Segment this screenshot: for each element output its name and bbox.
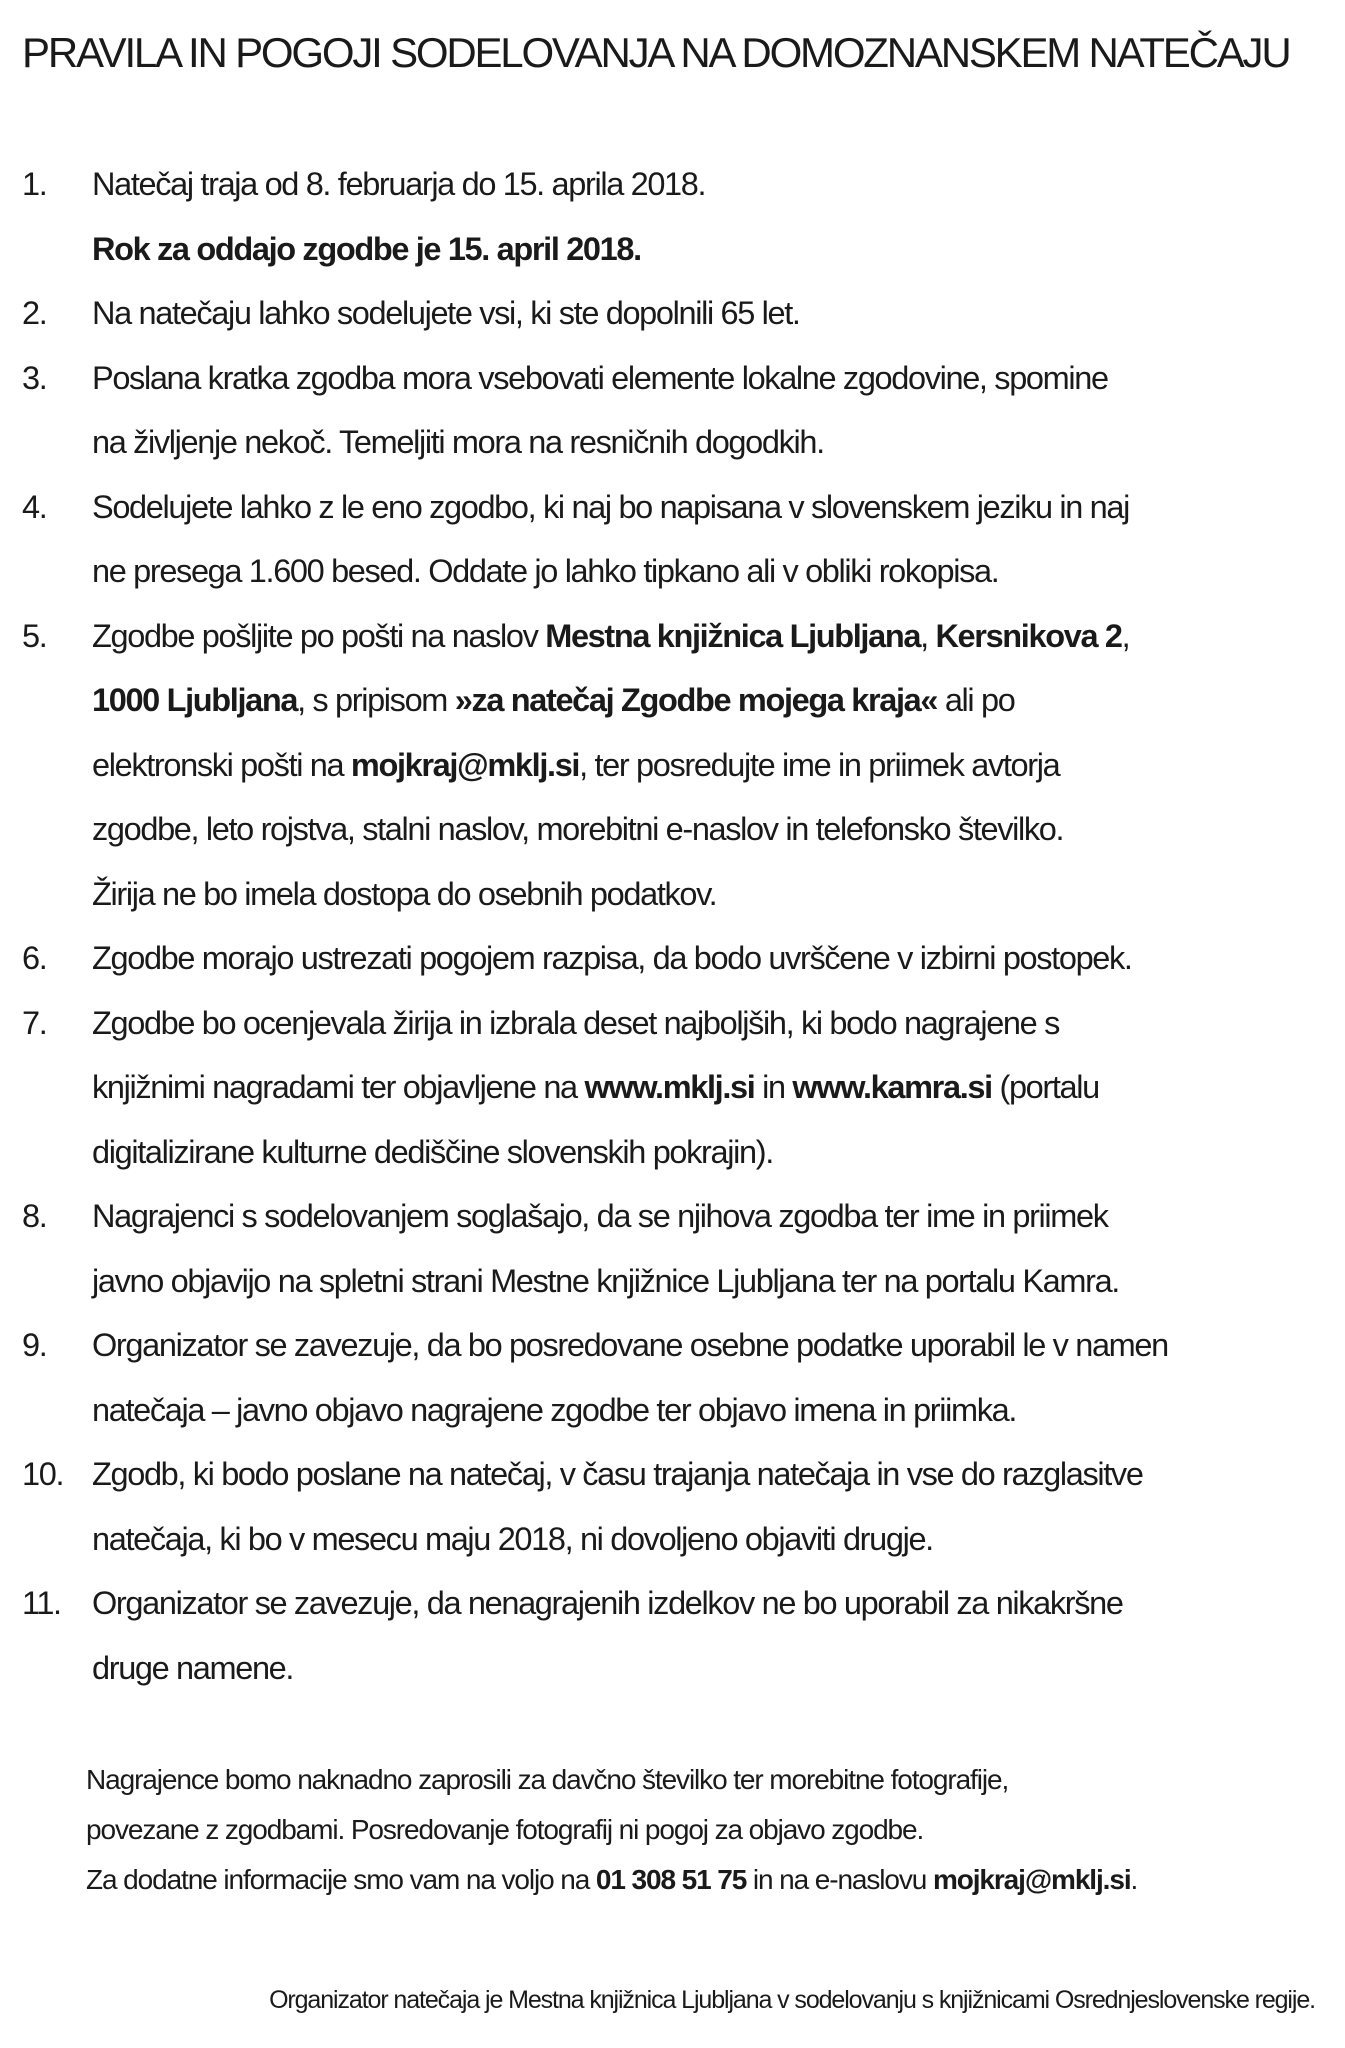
rule-number: 5.: [22, 617, 47, 654]
rule-item: [22, 152, 1332, 281]
rule-text: Na natečaju lahko sodelujete vsi, ki ste dopolnili 65 let.: [92, 295, 800, 331]
rule-text: Zgodbe morajo ustrezati pogojem razpisa, da bodo uvrščene v izbirni postopek.: [92, 940, 1132, 976]
rule-text: , s pripisom: [297, 682, 455, 718]
rules-list: [22, 152, 1332, 1700]
rule-text: ,: [1121, 617, 1130, 654]
rule-text: digitalizirane kulturne dediščine slovenskih pokrajin).: [92, 1133, 773, 1170]
rule-text: natečaja – javno objavo nagrajene zgodbe ter objavo imena in priimka.: [92, 1391, 1017, 1428]
rule-text: ,: [920, 617, 936, 654]
rule-item: [22, 1184, 1332, 1313]
note-text: povezane z zgodbami. Posredovanje fotografij ni pogoj za objavo zgodbe.: [86, 1814, 924, 1845]
rule-text: (portalu: [991, 1069, 1099, 1105]
rule-text: natečaja, ki bo v mesecu maju 2018, ni dovoljeno objaviti drugje.: [92, 1520, 933, 1557]
rule-text: Organizator se zavezuje, da nenagrajenih izdelkov ne bo uporabil za nikakršne: [92, 1585, 1123, 1621]
rule-text: Nagrajenci s sodelovanjem soglašajo, da se njihova zgodba ter ime in priimek: [92, 1198, 1108, 1234]
rule-number: 4.: [22, 488, 47, 525]
rule-text: Zgodbe pošljite po pošti na naslov: [92, 617, 546, 654]
rule-number: 6.: [22, 940, 47, 976]
rule-text: javno objavijo na spletni strani Mestne knjižnice Ljubljana ter na portalu Kamra.: [92, 1262, 1119, 1299]
rule-item: [22, 281, 1332, 346]
contact-email: mojkraj@mklj.si: [932, 1864, 1131, 1895]
postal-city: 1000 Ljubljana: [92, 682, 298, 718]
rule-text: druge namene.: [92, 1649, 294, 1686]
rule-text: Organizator se zavezuje, da bo posredovane osebne podatke uporabil le v namen: [92, 1327, 1168, 1363]
website-mklj: www.mklj.si: [584, 1069, 755, 1105]
rule-text: na življenje nekoč. Temeljiti mora na resničnih dogodkih.: [92, 424, 824, 460]
rule-item: [22, 346, 1332, 475]
rule-text: elektronski pošti na: [92, 746, 351, 783]
note-text: in na e-naslovu: [746, 1864, 933, 1895]
street-address: Kersnikova 2: [935, 617, 1122, 654]
note-text: .: [1130, 1864, 1138, 1895]
rule-item: [22, 1442, 1332, 1571]
rule-text: ali po: [937, 682, 1015, 718]
rule-number: 2.: [22, 295, 47, 331]
rule-text: ne presega 1.600 besed. Oddate jo lahko tipkano ali v obliki rokopisa.: [92, 553, 999, 589]
rule-text-bold: Rok za oddajo zgodbe je 15. april 2018.: [92, 230, 641, 267]
rule-item: [22, 1571, 1332, 1700]
submission-note: »za natečaj Zgodbe mojega kraja«: [454, 682, 938, 718]
rule-number: 11.: [22, 1585, 61, 1621]
rule-text: Poslana kratka zgodba mora vsebovati elemente lokalne zgodovine, spomine: [92, 359, 1108, 396]
rule-number: 7.: [22, 1004, 47, 1041]
rule-number: 1.: [22, 166, 47, 202]
rule-number: 3.: [22, 359, 47, 396]
rule-text: Zgodb, ki bodo poslane na natečaj, v času trajanja natečaja in vse do razglasitve: [92, 1456, 1143, 1492]
library-name: Mestna knjižnica Ljubljana: [545, 617, 921, 654]
additional-notes: [86, 1755, 1336, 1905]
rule-item: [22, 604, 1332, 927]
rule-number: 9.: [22, 1327, 47, 1363]
rule-number: 10.: [22, 1456, 64, 1492]
note-text: Nagrajence bomo naknadno zaprosili za davčno številko ter morebitne fotografije,: [86, 1764, 1009, 1795]
rule-text: Sodelujete lahko z le eno zgodbo, ki naj bo napisana v slovenskem jeziku in naj: [92, 488, 1129, 525]
rule-number: 8.: [22, 1198, 47, 1234]
email-address: mojkraj@mklj.si: [350, 746, 580, 783]
rule-text: zgodbe, leto rojstva, stalni naslov, morebitni e-naslov in telefonsko številko.: [92, 811, 1064, 847]
rule-item: [22, 926, 1332, 991]
rule-text: Zgodbe bo ocenjevala žirija in izbrala deset najboljših, ki bodo nagrajene s: [92, 1004, 1059, 1041]
organizer-footer: Organizator natečaja je Mestna knjižnica Ljubljana v sodelovanju s knjižnicami Osrednjeslovenske regije.: [269, 1986, 1315, 2014]
rule-text: in: [754, 1069, 793, 1105]
phone-number: 01 308 51 75: [595, 1864, 747, 1895]
document-title: PRAVILA IN POGOJI SODELOVANJA NA DOMOZNANSKEM NATEČAJU: [22, 29, 1290, 76]
note-text: Za dodatne informacije smo vam na voljo na: [86, 1864, 596, 1895]
rule-text: , ter posredujte ime in priimek avtorja: [579, 746, 1060, 783]
rule-item: [22, 1313, 1332, 1442]
rule-item: [22, 991, 1332, 1185]
rule-item: [22, 475, 1332, 604]
rule-text: knjižnimi nagradami ter objavljene na: [92, 1069, 585, 1105]
website-kamra: www.kamra.si: [792, 1069, 992, 1105]
rule-text: Žirija ne bo imela dostopa do osebnih podatkov.: [92, 875, 717, 912]
rule-text: Natečaj traja od 8. februarja do 15. aprila 2018.: [92, 166, 706, 202]
